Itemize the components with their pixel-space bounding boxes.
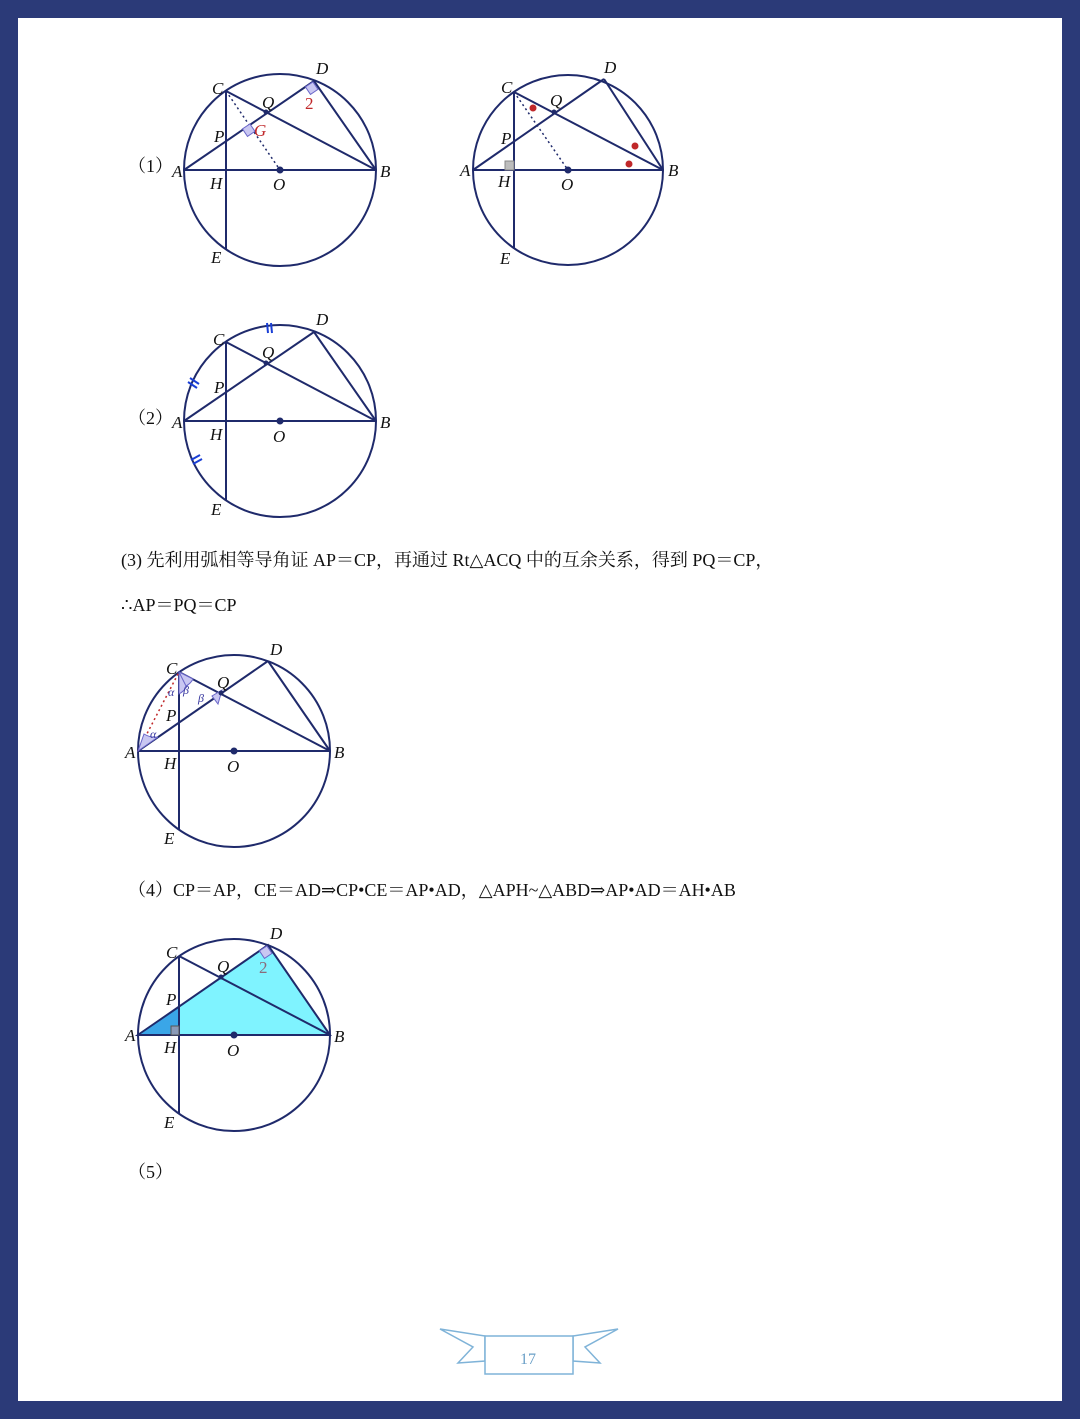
fig4-label-p: P <box>166 990 177 1009</box>
fig1a-label-b: B <box>380 162 391 181</box>
fig1a-label-c: C <box>212 79 224 98</box>
fig3-label-q: Q <box>217 673 230 692</box>
label-part-2: （2） <box>128 408 173 428</box>
fig1a-label-e: E <box>211 248 222 267</box>
fig1b-label-o: O <box>561 175 574 194</box>
fig4-label-o: O <box>227 1041 240 1060</box>
fig2-label-c: C <box>213 330 225 349</box>
fig1b-label-p: P <box>501 129 512 148</box>
fig3-mark-alpha-c: α <box>168 685 175 699</box>
fig1a-label-o: O <box>273 175 286 194</box>
fig1a-label-a: A <box>172 162 183 181</box>
fig1a-label-d: D <box>316 59 329 78</box>
fig3-label-d: D <box>270 640 283 659</box>
fig1a-label-g: G <box>254 121 267 140</box>
text-part-3-conclusion: ∴AP＝PQ＝CP <box>121 595 237 615</box>
page-number-ribbon <box>18 18 1062 1401</box>
text-part-3: (3) 先利用弧相等导角证 AP＝CP，再通过 Rt△ACQ 中的互余关系，得到 PQ＝CP， <box>121 550 774 570</box>
fig3-label-h: H <box>164 754 177 773</box>
fig2-label-a: A <box>172 413 183 432</box>
fig2-label-q: Q <box>262 343 275 362</box>
fig4-label-c: C <box>166 943 178 962</box>
fig1b-label-c: C <box>501 78 513 97</box>
fig1b-label-d: D <box>604 58 617 77</box>
fig1a-label-h: H <box>210 174 223 193</box>
fig3-label-a: A <box>125 743 136 762</box>
fig2-label-d: D <box>316 310 329 329</box>
fig1b-label-e: E <box>500 249 511 268</box>
fig3-mark-beta-c: β <box>183 683 189 697</box>
fig1b-label-q: Q <box>550 91 563 110</box>
fig4-label-a: A <box>125 1026 136 1045</box>
fig2-label-e: E <box>211 500 222 519</box>
label-part-5: （5） <box>128 1162 173 1182</box>
fig3-label-e: E <box>164 829 175 848</box>
label-part-1: （1） <box>128 156 173 176</box>
fig3-label-p: P <box>166 706 177 725</box>
fig4-label-d: D <box>270 924 283 943</box>
fig1a-label-p: P <box>214 127 225 146</box>
fig2-label-h: H <box>210 425 223 444</box>
fig3-mark-beta-q: β <box>198 691 204 705</box>
fig3-label-b: B <box>334 743 345 762</box>
fig1b-label-a: A <box>460 161 471 180</box>
page <box>18 18 1062 1401</box>
fig1a-label-q: Q <box>262 93 275 112</box>
text-part-4: （4）CP＝AP，CE＝AD⇒CP•CE＝AP•AD，△APH~△ABD⇒AP•AD＝AH•AB <box>128 880 736 900</box>
fig3-mark-alpha-a: α <box>150 727 157 741</box>
page-number: 17 <box>520 1351 536 1368</box>
fig4-label-h: H <box>164 1038 177 1057</box>
fig2-label-p: P <box>214 378 225 397</box>
fig2-label-o: O <box>273 427 286 446</box>
fig1a-label-two: 2 <box>305 94 314 113</box>
fig3-label-o: O <box>227 757 240 776</box>
fig4-label-b: B <box>334 1027 345 1046</box>
fig4-label-q: Q <box>217 957 230 976</box>
fig4-label-two: 2 <box>259 958 268 977</box>
fig2-label-b: B <box>380 413 391 432</box>
fig1b-label-h: H <box>498 172 511 191</box>
fig1b-label-b: B <box>668 161 679 180</box>
fig3-label-c: C <box>166 659 178 678</box>
fig4-label-e: E <box>164 1113 175 1132</box>
